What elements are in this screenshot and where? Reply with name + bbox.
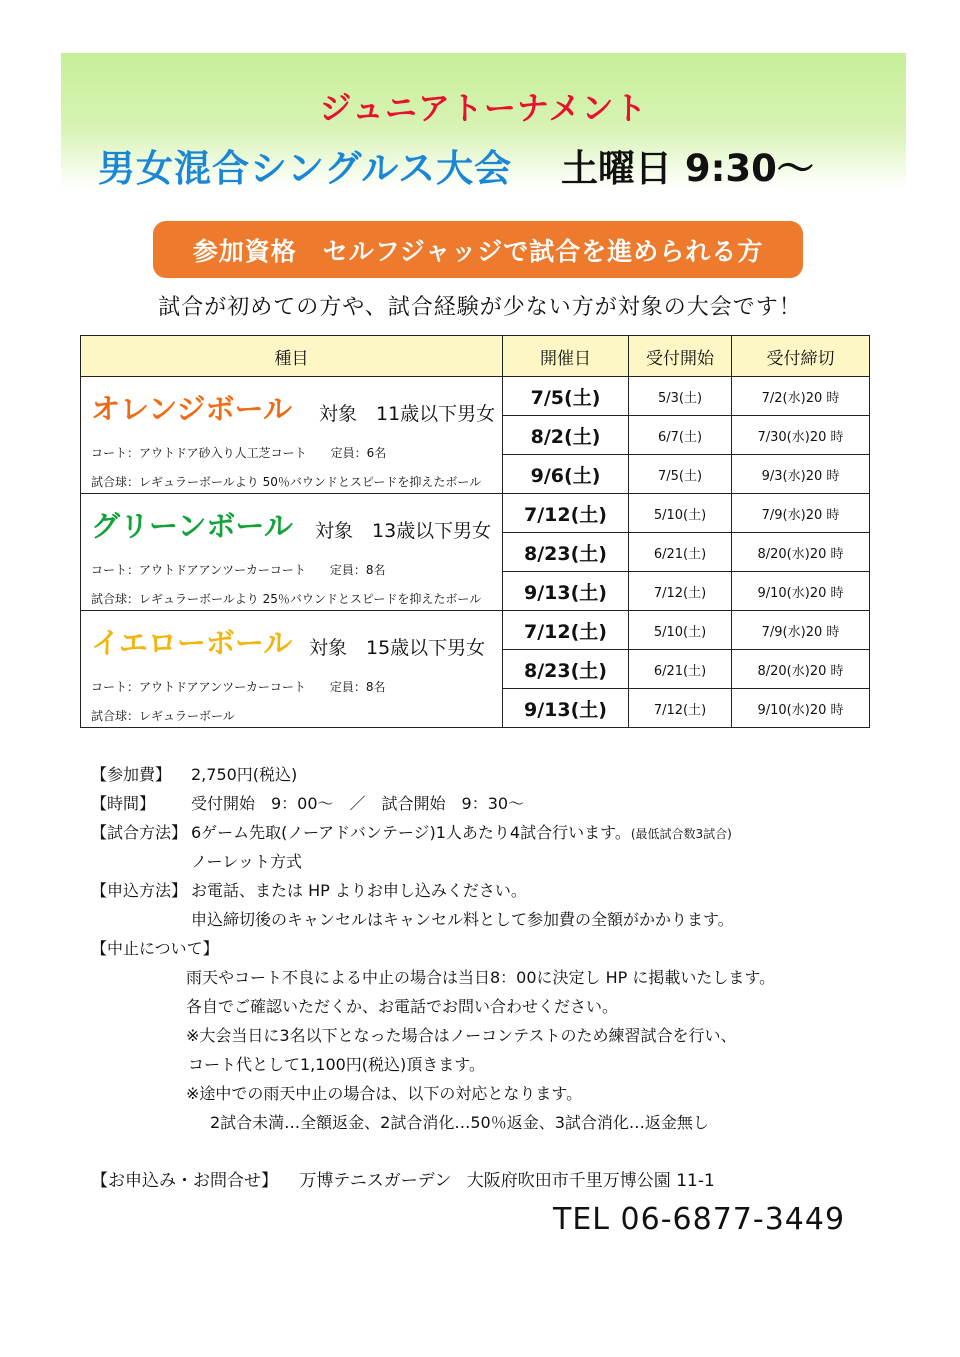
cancel-line: 各自でご確認いただくか、お電話でお問い合わせください。 [186,997,619,1016]
category-ball: 試合球：レギュラーボール [91,709,235,723]
time-line [91,789,891,818]
cancel-line: ※大会当日に3名以下となった場合はノーコンテストのため練習試合を行い、 [186,1026,737,1045]
cancel-line: コート代として1,100円(税込)頂きます。 [188,1055,486,1074]
open-date: 5/10(土) [629,611,732,650]
open-date: 6/21(土) [629,650,732,689]
close-date: 8/20(水)20 時 [732,533,870,572]
contact-label: 【お申込み・お問合せ】 [91,1171,278,1191]
open-date: 7/5(土) [629,455,732,494]
qualification-banner: 参加資格 セルフジャッジで試合を進められる方 [153,221,803,278]
event-date: 8/2(土) [503,416,629,455]
header-time: 土曜日 9:30～ [561,147,814,190]
header-category: 種目 [81,336,503,377]
open-date: 7/12(土) [629,572,732,611]
method-value: 6ゲーム先取(ノーアドバンテージ)1人あたり4試合行います。 [191,823,631,842]
time-value: 受付開始 9：00～ ／ 試合開始 9：30～ [191,794,525,813]
close-date: 9/10(水)20 時 [732,572,870,611]
apply-line [91,876,891,905]
event-date: 7/5(土) [503,377,629,416]
header-subtitle: ジュニアトーナメント [319,89,648,127]
close-date: 7/30(水)20 時 [732,416,870,455]
intro-text: 試合が初めての方や、試合経験が少ない方が対象の大会です！ [158,295,802,320]
category-yellow [81,611,503,728]
telephone-number[interactable]: TEL 06-6877-3449 [553,1202,846,1237]
event-date: 9/13(土) [503,572,629,611]
category-name: イエローボール [91,626,293,660]
apply-label: 【申込方法】 [91,881,188,900]
apply-value-2: 申込締切後のキャンセルはキャンセル料として参加費の全額がかかります。 [191,910,734,929]
method-value-2: ノーレット方式 [191,852,303,871]
close-date: 9/3(水)20 時 [732,455,870,494]
category-ball: 試合球：レギュラーボールより 50％バウンドとスピードを抑えたボール [91,475,482,489]
category-green [81,494,503,611]
open-date: 6/21(土) [629,533,732,572]
apply-value: お電話、または HP よりお申し込みください。 [191,881,527,900]
table-header-row [81,336,870,377]
category-target: 対象 15歳以下男女 [309,637,486,659]
details-section [91,760,891,1137]
close-date: 7/2(水)20 時 [732,377,870,416]
category-court: コート：アウトドアアンツーカーコート 定員：8名 [91,563,386,577]
method-line [91,818,891,847]
table-row [81,494,870,533]
close-date: 9/10(水)20 時 [732,689,870,728]
header-close: 受付締切 [732,336,870,377]
method-label: 【試合方法】 [91,823,188,842]
event-date: 7/12(土) [503,611,629,650]
method-line-2 [91,847,891,876]
table-row [81,377,870,416]
category-name: オレンジボール [91,392,292,426]
open-date: 6/7(土) [629,416,732,455]
close-date: 8/20(水)20 時 [732,650,870,689]
cancel-line: ※途中での雨天中止の場合は、以下の対応となります。 [186,1084,583,1103]
header-open: 受付開始 [629,336,732,377]
cancel-header [91,934,891,963]
cancel-line: 雨天やコート不良による中止の場合は当日8：00に決定し HP に掲載いたします。 [186,968,776,987]
open-date: 5/10(土) [629,494,732,533]
cancel-label: 【中止について】 [91,939,219,958]
event-date: 9/13(土) [503,689,629,728]
header-title: 男女混合シングルス大会 [98,147,513,190]
category-name: グリーンボール [91,509,293,543]
apply-line-2 [91,905,891,934]
open-date: 7/12(土) [629,689,732,728]
category-ball: 試合球：レギュラーボールより 25％バウンドとスピードを抑えたボール [91,592,482,606]
header-date: 開催日 [503,336,629,377]
fee-label: 【参加費】 [91,765,172,784]
header-band [61,53,906,190]
method-note: (最低試合数3試合) [630,827,732,841]
category-court: コート：アウトドアアンツーカーコート 定員：8名 [91,680,386,694]
event-date: 7/12(土) [503,494,629,533]
close-date: 7/9(水)20 時 [732,611,870,650]
event-date: 8/23(土) [503,533,629,572]
fee-value: 2,750円(税込) [191,765,298,784]
category-target: 対象 13歳以下男女 [315,520,492,542]
contact-line [91,1166,715,1191]
open-date: 5/3(土) [629,377,732,416]
table-row [81,611,870,650]
fee-line [91,760,891,789]
category-orange [81,377,503,494]
event-date: 9/6(土) [503,455,629,494]
time-label: 【時間】 [91,794,156,813]
event-date: 8/23(土) [503,650,629,689]
schedule-table [80,335,870,728]
category-target: 対象 11歳以下男女 [319,403,496,425]
category-court: コート：アウトドア砂入り人工芝コート 定員：6名 [91,446,387,460]
contact-name: 万博テニスガーデン [299,1171,452,1191]
cancel-line: 2試合未満…全額返金、2試合消化…50％返金、3試合消化…返金無し [210,1113,709,1132]
close-date: 7/9(水)20 時 [732,494,870,533]
contact-address: 大阪府吹田市千里万博公園 11-1 [466,1171,715,1191]
